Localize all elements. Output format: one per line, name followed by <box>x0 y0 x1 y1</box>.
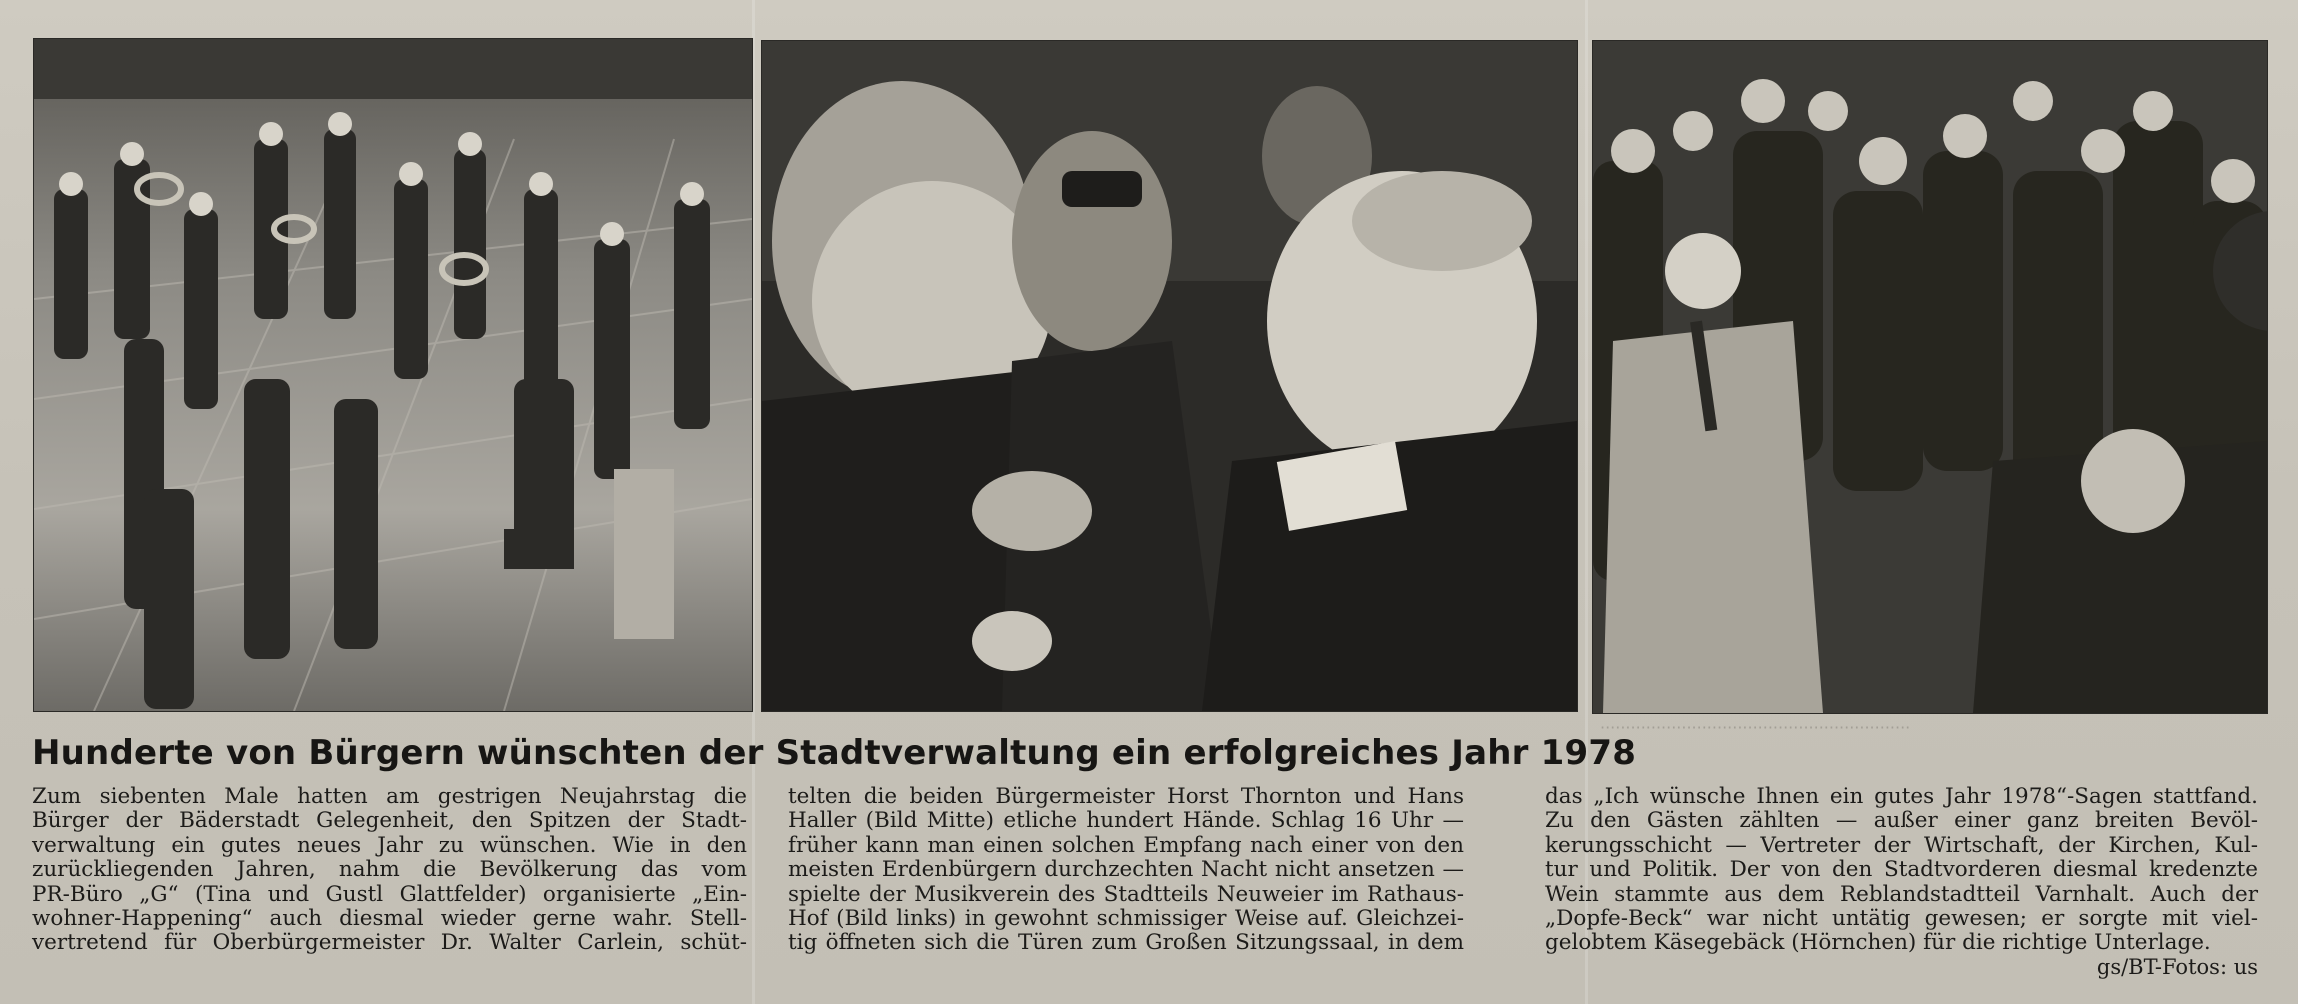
text-line: telten die beiden Bürgermeister Horst Thornton und Hans <box>788 784 1464 809</box>
text-line: „Dopfe-Beck“ war nicht untätig gewesen; er sorgte mit viel- <box>1545 906 2258 932</box>
photo-mayors <box>761 40 1578 712</box>
text-line: Bürger der Bäderstadt Gelegenheit, den Spitzen der Stadt- <box>32 808 747 834</box>
text-line: gelobtem Käsegebäck (Hörnchen) für die richtige Unterlage. <box>1545 930 2211 956</box>
article-column-2 <box>788 785 1464 956</box>
photo-mayors-image <box>762 41 1577 711</box>
photo-credit: gs/BT-Fotos: us <box>2096 955 2258 979</box>
photo-guests <box>1592 40 2268 714</box>
text-line: PR-Büro „G“ (Tina und Gustl Glattfelder) organisierte „Ein- <box>32 881 747 907</box>
text-line: zurückliegenden Jahren, nahm die Bevölkerung das vom <box>32 857 747 883</box>
photo-guests-image <box>1593 41 2267 713</box>
photo-brass-band <box>33 38 753 712</box>
text-line: verwaltung ein gutes neues Jahr zu wünschen. Wie in den <box>32 832 747 858</box>
article-column-1 <box>32 785 747 956</box>
text-line: vertretend für Oberbürgermeister Dr. Walter Carlein, schüt- <box>32 930 747 956</box>
text-line: tur und Politik. Der von den Stadtvorderen diesmal kredenzte <box>1545 857 2258 883</box>
headline: Hunderte von Bürgern wünschten der Stadtverwaltung ein erfolgreiches Jahr 1978 <box>32 733 1637 773</box>
text-line: kerungsschicht — Vertreter der Wirtschaft, der Kirchen, Kul- <box>1545 832 2258 858</box>
bleed-through-text: ····························································· <box>1600 718 1911 737</box>
text-line: Haller (Bild Mitte) etliche hundert Hände. Schlag 16 Uhr — <box>788 808 1464 834</box>
text-line: wohner-Happening“ auch diesmal wieder gerne wahr. Stell- <box>32 906 747 932</box>
text-line: meisten Erdenbürgern durchzechten Nacht nicht ansetzen — <box>788 857 1464 883</box>
photo-brass-band-image <box>34 39 752 711</box>
text-line: Zum siebenten Male hatten am gestrigen Neujahrstag die <box>32 784 747 809</box>
article-column-3 <box>1545 785 2258 956</box>
text-line: tig öffneten sich die Türen zum Großen Sitzungssaal, in dem <box>788 930 1464 956</box>
text-line: Zu den Gästen zählten — außer einer ganz breiten Bevöl- <box>1545 808 2258 834</box>
text-line: früher kann man einen solchen Empfang nach einer von den <box>788 832 1464 858</box>
text-line: Hof (Bild links) in gewohnt schmissiger Weise auf. Gleichzei- <box>788 906 1464 932</box>
text-line: spielte der Musikverein des Stadtteils Neuweier im Rathaus- <box>788 881 1464 907</box>
text-line: das „Ich wünsche Ihnen ein gutes Jahr 1978“-Sagen stattfand. <box>1545 784 2258 809</box>
text-line: Wein stammte aus dem Reblandstadtteil Varnhalt. Auch der <box>1545 881 2258 907</box>
